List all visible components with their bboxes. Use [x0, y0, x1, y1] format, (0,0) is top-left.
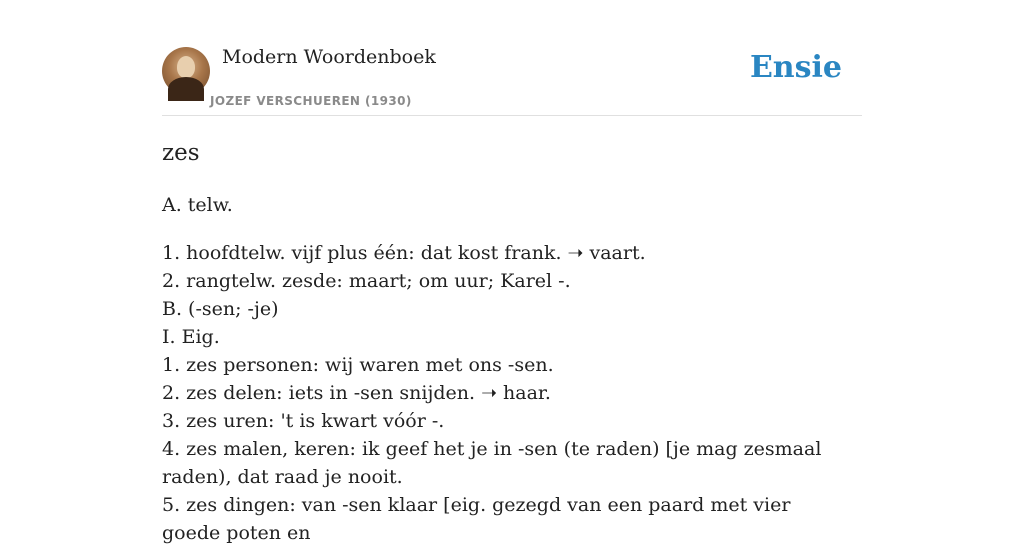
- entry-headword: zes: [162, 140, 200, 166]
- book-title[interactable]: Modern Woordenboek: [222, 46, 436, 68]
- definition-line: 3. zes uren: 't is kwart vóór -.: [162, 410, 445, 432]
- definition-line: 5. zes dingen: van -sen klaar [eig. gezegd van een paard met vier goede poten en: [162, 494, 791, 544]
- definition-line: 2. zes delen: iets in -sen snijden. ➝ haar.: [162, 382, 551, 404]
- avatar-face: [177, 56, 195, 78]
- definition-line: B. (-sen; -je): [162, 298, 279, 320]
- header: [162, 0, 862, 116]
- definition-line: 4. zes malen, keren: ik geef het je in -sen (te raden) [je mag zesmaal raden), dat raad je nooit.: [162, 438, 822, 488]
- page-container: [162, 0, 862, 544]
- definition-line: 1. zes personen: wij waren met ons -sen.: [162, 354, 554, 376]
- entry-part-of-speech: A. telw.: [162, 194, 233, 216]
- entry-definitions: [162, 239, 852, 547]
- definition-line: 2. rangtelw. zesde: maart; om uur; Karel -.: [162, 270, 571, 292]
- definition-line: 1. hoofdtelw. vijf plus één: dat kost frank. ➝ vaart.: [162, 242, 646, 264]
- site-logo[interactable]: Ensie: [749, 50, 842, 85]
- author-avatar[interactable]: [162, 47, 210, 95]
- definition-line: I. Eig.: [162, 326, 220, 348]
- avatar-robe: [168, 77, 204, 101]
- author-name[interactable]: JOZEF VERSCHUEREN (1930): [210, 94, 412, 108]
